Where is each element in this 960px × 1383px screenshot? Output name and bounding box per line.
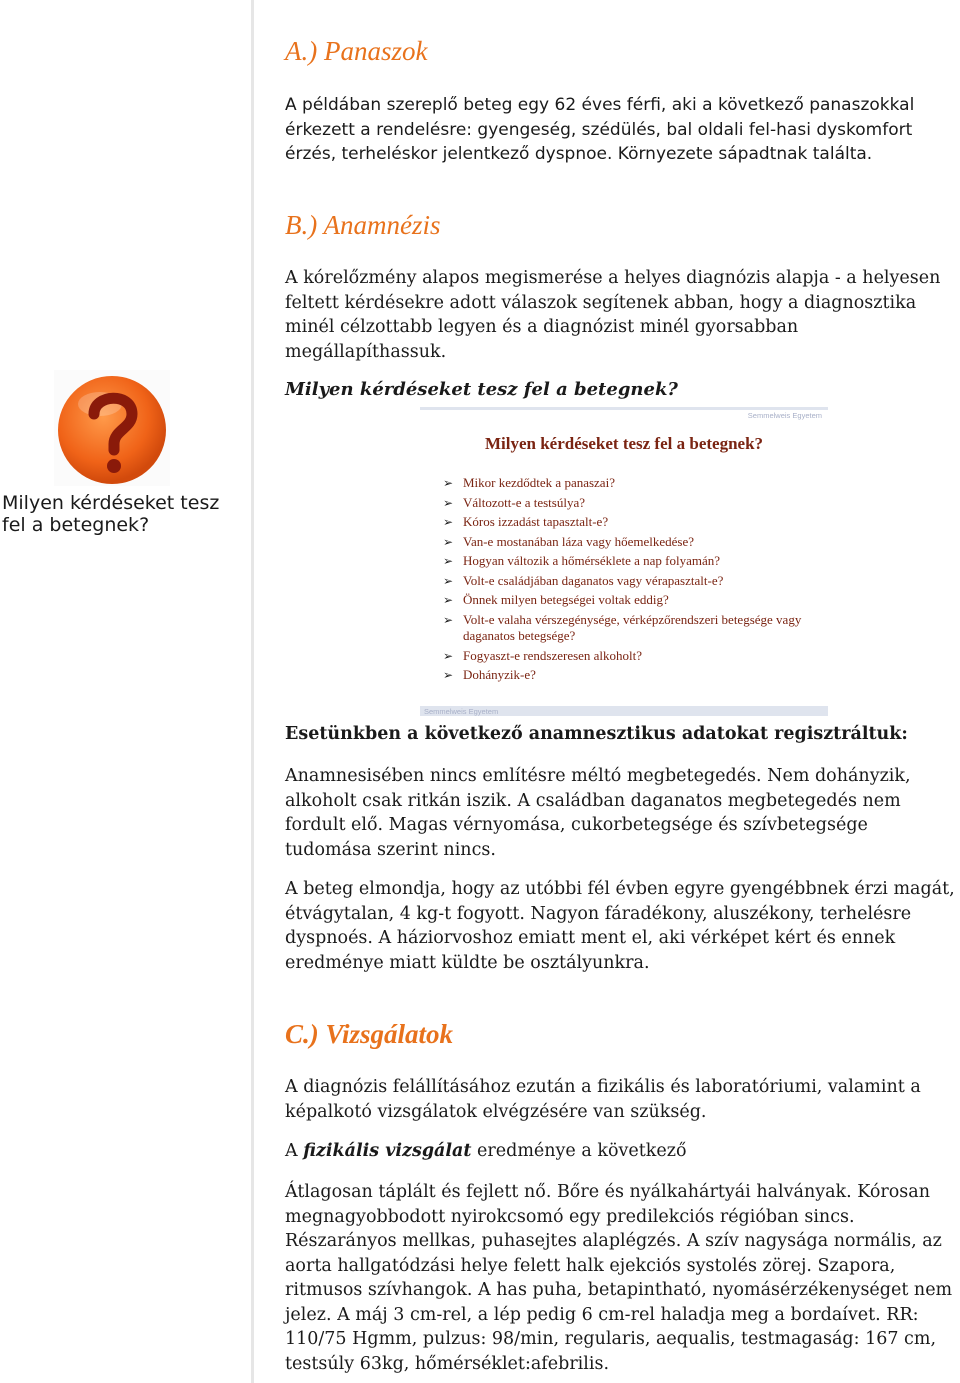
list-item: ➢ Fogyaszt-e rendszeresen alkoholt? <box>443 647 643 663</box>
list-item: ➢ Kóros izzadást tapasztalt-e? <box>443 514 609 529</box>
arrow-bullet-icon: ➢ <box>443 593 454 607</box>
question-mark-icon <box>54 370 170 486</box>
questions-slide <box>420 407 828 716</box>
section-b-question: Milyen kérdéseket tesz fel a betegnek? <box>285 379 678 400</box>
arrow-bullet-icon: ➢ <box>443 534 454 549</box>
slide-brand-bottom: Semmelweis Egyetem <box>424 707 499 716</box>
patient-story-text: A beteg elmondja, hogy az utóbbi fél évben egyre gyengébbnek érzi magát, étvágytalan, 4 kg-t fogyott. Nagyon fáradékony, aluszékony, terhelésre dyspnoés. A háziorvoshoz emiatt ment el, aki vérképet kért és ennek eredménye miatt küldte be osztályunkra. <box>285 879 955 973</box>
arrow-bullet-icon: ➢ <box>443 554 454 568</box>
arrow-bullet-icon: ➢ <box>443 612 454 627</box>
section-b-text: A kórelőzmény alapos megismerése a helyes diagnózis alapja - a helyesen feltett kérdésekre adott válaszok segítenek abban, hogy a diagnosztika minél célzottabb legyen és a diagnózist minél gyorsabban megállapíthassuk. <box>285 268 941 362</box>
arrow-bullet-icon: ➢ <box>443 515 454 529</box>
section-c-intro: A diagnózis felállításához ezután a fizikális és laboratóriumi, valamint a képalkotó vizsgálatok elvégzésére van szükség. <box>285 1077 921 1122</box>
list-item: ➢ Van-e mostanában láza vagy hőemelkedése? <box>443 533 695 549</box>
section-c-heading: C.) Vizsgálatok <box>285 1019 454 1049</box>
list-item: ➢ Önnek milyen betegségei voltak eddig? <box>443 592 669 607</box>
section-b-heading: B.) Anamnézis <box>285 210 441 240</box>
sidebar-caption: Milyen kérdéseket tesz fel a betegnek? <box>2 492 220 536</box>
arrow-bullet-icon: ➢ <box>443 648 454 663</box>
physical-findings-text: Átlagosan táplált és fejlett nő. Bőre és nyálkahártyái halványak. Kórosan megnagyobbodott nyirokcsomó egy predilekciós régióban sincs. Részarányos mellkas, puhasejtes alaplégzés. A szív nagysága normális, az aorta hallgatódzási helye felett halk ejekciós systolés zörej. Szapora, ritmusos szívhangok. A has puha, betapintható, nyomásérzékenységet nem jelez. A máj 3 cm-rel, a lép pedig 6 cm-rel haladja meg a bordaívet. RR: 110/75 Hgmm, pulzus: 98/min, regularis, aequalis, testmagaság: 167 cm, testsúly 63kg, hőmérséklet:afebrilis. <box>285 1182 953 1374</box>
list-item: ➢ Dohányzik-e? <box>443 667 536 682</box>
slide-brand-top: Semmelweis Egyetem <box>747 411 822 420</box>
physical-exam-emphasis: fizikális vizsgálat <box>303 1141 472 1161</box>
list-item: ➢ Volt-e valaha vérszegénysége, vérképzőrendszeri betegsége vagy daganatos betegsége? <box>443 611 802 643</box>
physical-exam-line: A fizikális vizsgálat eredménye a következő <box>285 1141 687 1161</box>
section-a-heading: A.) Panaszok <box>285 36 428 66</box>
slide-question-list <box>443 475 823 687</box>
arrow-bullet-icon: ➢ <box>443 573 454 588</box>
list-item: ➢ Változott-e a testsúlya? <box>443 494 586 510</box>
arrow-bullet-icon: ➢ <box>443 495 454 510</box>
list-item: ➢ Volt-e családjában daganatos vagy vérapasztalt-e? <box>443 572 724 588</box>
list-item: ➢ Mikor kezdődtek a panaszai? <box>443 475 615 490</box>
arrow-bullet-icon: ➢ <box>443 668 454 682</box>
registered-data-label: Esetünkben a következő anamnesztikus adatokat regisztráltuk: <box>285 724 908 744</box>
slide-top-bar <box>420 407 828 410</box>
column-divider <box>251 0 254 1383</box>
arrow-bullet-icon: ➢ <box>443 476 454 490</box>
list-item: ➢ Hogyan változik a hőmérséklete a nap folyamán? <box>443 553 721 568</box>
history-text: Anamnesisében nincs említésre méltó megbetegedés. Nem dohányzik, alkoholt csak ritkán iszik. A családban daganatos megbetegedés nem fordult elő. Magas vérnyomása, cukorbetegsége és szívbetegsége tudomása szerint nincs. <box>285 766 911 860</box>
section-a-text: A példában szereplő beteg egy 62 éves férfi, aki a következő panaszokkal érkezett a rendelésre: gyengeség, szédülés, bal oldali fel-hasi dyskomfort érzés, terheléskor jelentkező dyspnoe. Környezete sápadtnak találta. <box>285 95 915 164</box>
slide-title: Milyen kérdéseket tesz fel a betegnek? <box>484 434 764 453</box>
